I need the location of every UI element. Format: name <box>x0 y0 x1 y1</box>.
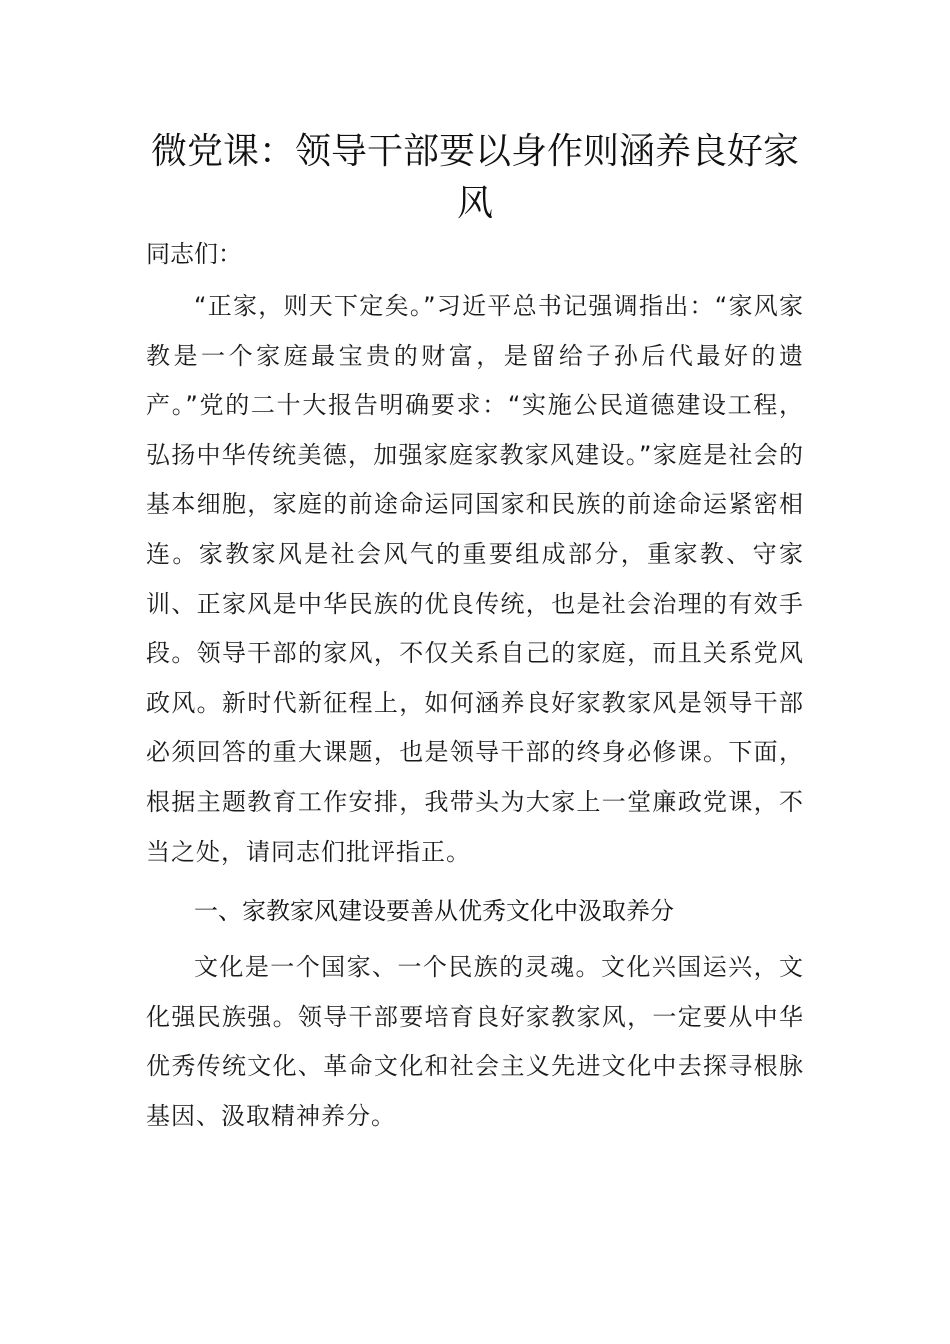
salutation: 同志们： <box>146 240 242 268</box>
section-heading: 一、家教家风建设要善从优秀文化中汲取养分 <box>194 897 674 926</box>
section-paragraph: 文化是一个国家、一个民族的灵魂。文化兴国运兴，文化强民族强。领导干部要培育良好家教家风，一定要从中华优秀传统文化、革命文化和社会主义先进文化中去探寻根脉基因、汲取精神养分。 <box>146 953 804 1130</box>
intro-paragraph: “正家，则天下定矣。”习近平总书记强调指出：“家风家教是一个家庭最宝贵的财富，是留给子孙后代最好的遗产。”党的二十大报告明确要求：“实施公民道德建设工程，弘扬中华传统美德，加强家庭家教家风建设。”家庭是社会的基本细胞，家庭的前途命运同国家和民族的前途命运紧密相连。家教家风是社会风气的重要组成部分，重家教、守家训、正家风是中华民族的优良传统，也是社会治理的有效手段。领导干部的家风，不仅关系自己的家庭，而且关系党风政风。新时代新征程上，如何涵养良好家教家风是领导干部必须回答的重大课题，也是领导干部的终身必修课。下面，根据主题教育工作安排，我带头为大家上一堂廉政党课，不当之处，请同志们批评指正。 <box>146 292 804 866</box>
document-page <box>146 126 804 1142</box>
document-title: 微党课：领导干部要以身作则涵养良好家风 <box>150 131 799 224</box>
